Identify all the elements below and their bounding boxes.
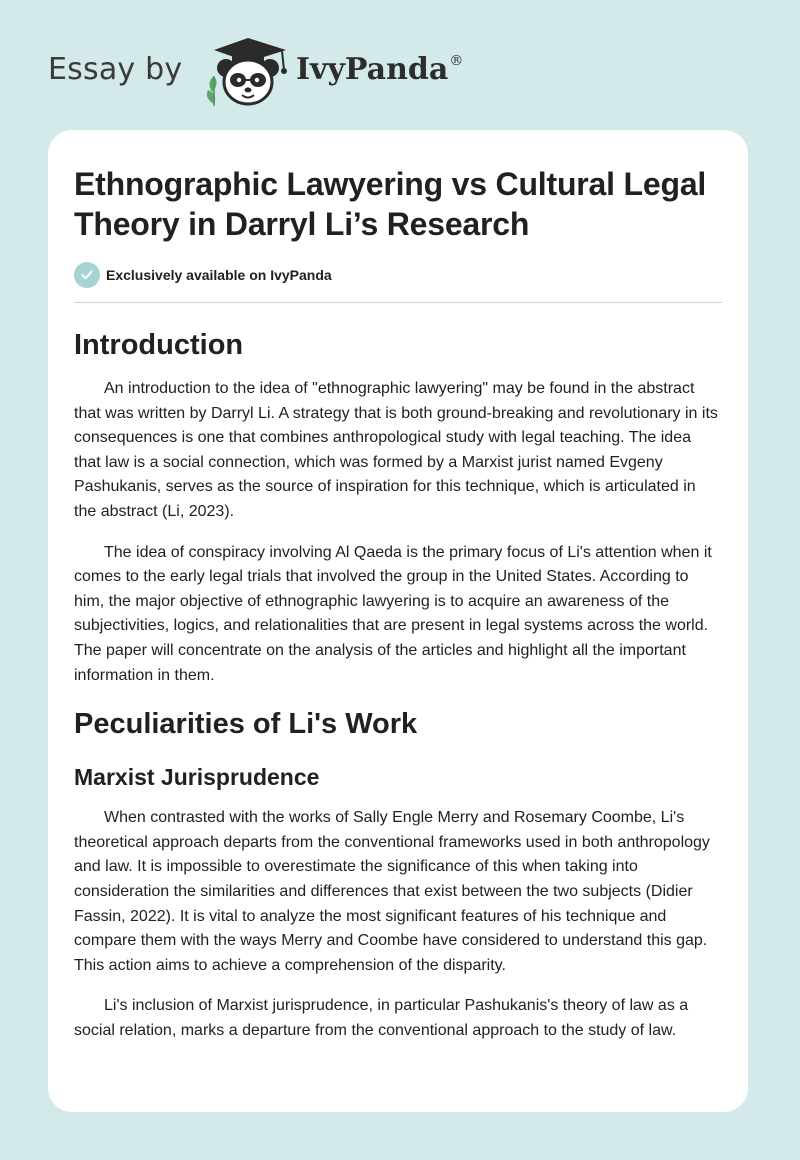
divider <box>74 302 722 303</box>
essay-title: Ethnographic Lawyering vs Cultural Legal Theory in Darryl Li’s Research <box>74 166 707 242</box>
paragraph: The idea of conspiracy involving Al Qaeda is the primary focus of Li's attention when it comes to the early legal trials that involved the group in the United States. According to him, the major objective of ethnographic lawyering is to acquire an awareness of the subjectivities, logics, and relationalities that are present in legal systems across the world. The paper will concentrate on the analysis of the articles and highlight all the important information in them. <box>74 543 712 684</box>
panda-graduate-icon[interactable] <box>202 36 294 108</box>
exclusive-badge <box>74 262 722 288</box>
brand-name[interactable]: IvyPanda® <box>296 52 464 87</box>
subsection-heading-marxist-jurisprudence: Marxist Jurisprudence <box>74 764 320 791</box>
essay-card <box>48 130 748 1112</box>
essay-by-label: Essay by <box>48 52 183 87</box>
paragraph: When contrasted with the works of Sally Engle Merry and Rosemary Coombe, Li's theoretical approach departs from the conventional frameworks used in both anthropology and law. It is impossible to overestimate the significance of this when taking into consideration the similarities and differences that exist between the two subjects (Didier Fassin, 2022). It is vital to analyze the most significant features of his technique and compare them with the ways Merry and Coombe have considered to understand this gap. This action aims to achieve a comprehension of the disparity. <box>74 809 710 974</box>
section-heading-peculiarities: Peculiarities of Li's Work <box>74 708 418 741</box>
paragraph: Li's inclusion of Marxist jurisprudence, in particular Pashukanis's theory of law as a social relation, marks a departure from the conventional approach to the study of law. <box>74 997 689 1039</box>
exclusive-label: Exclusively available on IvyPanda <box>106 267 332 283</box>
check-icon <box>74 262 100 288</box>
section-heading-introduction: Introduction <box>74 329 244 361</box>
site-header <box>0 0 800 130</box>
paragraph: An introduction to the idea of "ethnographic lawyering" may be found in the abstract that was written by Darryl Li. A strategy that is both ground-breaking and revolutionary in its consequences is one that combines anthropological study with legal teaching. The idea that law is a social connection, which was formed by a Marxist jurist named Evgeny Pashukanis, serves as the source of inspiration for this technique, which is articulated in the abstract (Li, 2023). <box>74 380 718 520</box>
